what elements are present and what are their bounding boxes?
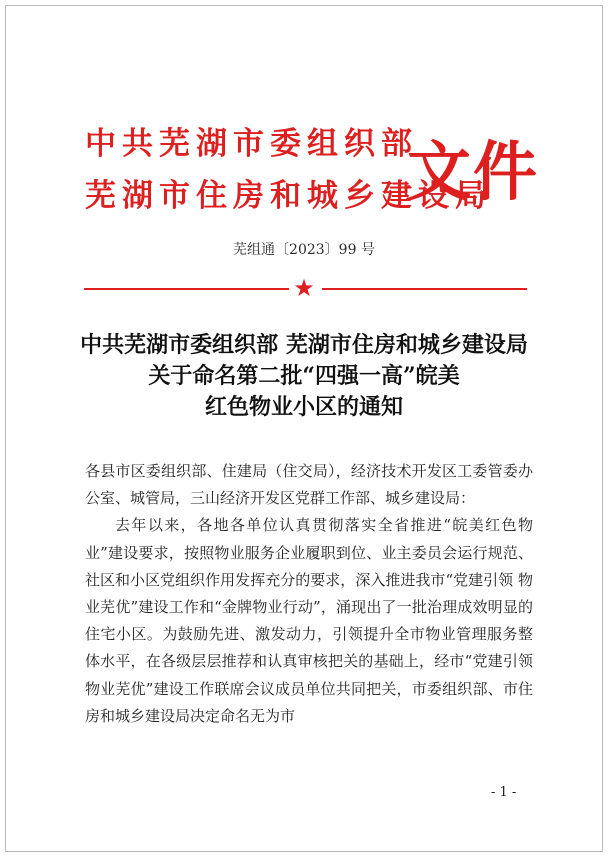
red-divider-left	[84, 288, 289, 290]
title-line-3: 红色物业小区的通知	[204, 394, 403, 420]
red-header	[85, 122, 539, 224]
notice-body	[85, 458, 533, 730]
title-line-1: 中共芜湖市委组织部 芜湖市住房和城乡建设局	[80, 332, 528, 358]
document-label: 文件	[407, 135, 539, 210]
issuer-line-1: 中共芜湖市委组织部	[85, 126, 418, 162]
page-number: - 1 -	[491, 785, 517, 800]
red-divider-right	[322, 288, 527, 290]
title-line-2: 关于命名第二批“四强一高”皖美	[148, 363, 460, 389]
star-icon: ★	[293, 274, 315, 302]
issuer-line-2: 芜湖市住房和城乡建设局	[85, 178, 492, 214]
document-number: 芜组通〔2023〕99 号	[233, 242, 375, 258]
body-paragraph: 去年以来，各地各单位认真贯彻落实全省推进“皖美红色物业”建设要求，按照物业服务企业履职到位、业主委员会运行规范、社区和小区党组织作用发挥充分的要求，深入推进我市“党建引领 物业芜优”建设工作和“金牌物业行动”，涌现出了一批治理成效明显的住宅小区。为鼓励先进、激发动力，引领提升全市物业管理服务整体水平，在各级层层推荐和认真审核把关的基础上，经市“党建引领 物业芜优”建设工作联席会议成员单位共同把关，市委组织部、市住房和城乡建设局决定命名无为市	[85, 516, 533, 725]
recipient-list: 各县市区委组织部、住建局（住交局），经济技术开发区工委管委办公室、城管局，三山经济开发区党群工作部、城乡建设局：	[85, 462, 533, 508]
notice-title	[0, 330, 608, 423]
